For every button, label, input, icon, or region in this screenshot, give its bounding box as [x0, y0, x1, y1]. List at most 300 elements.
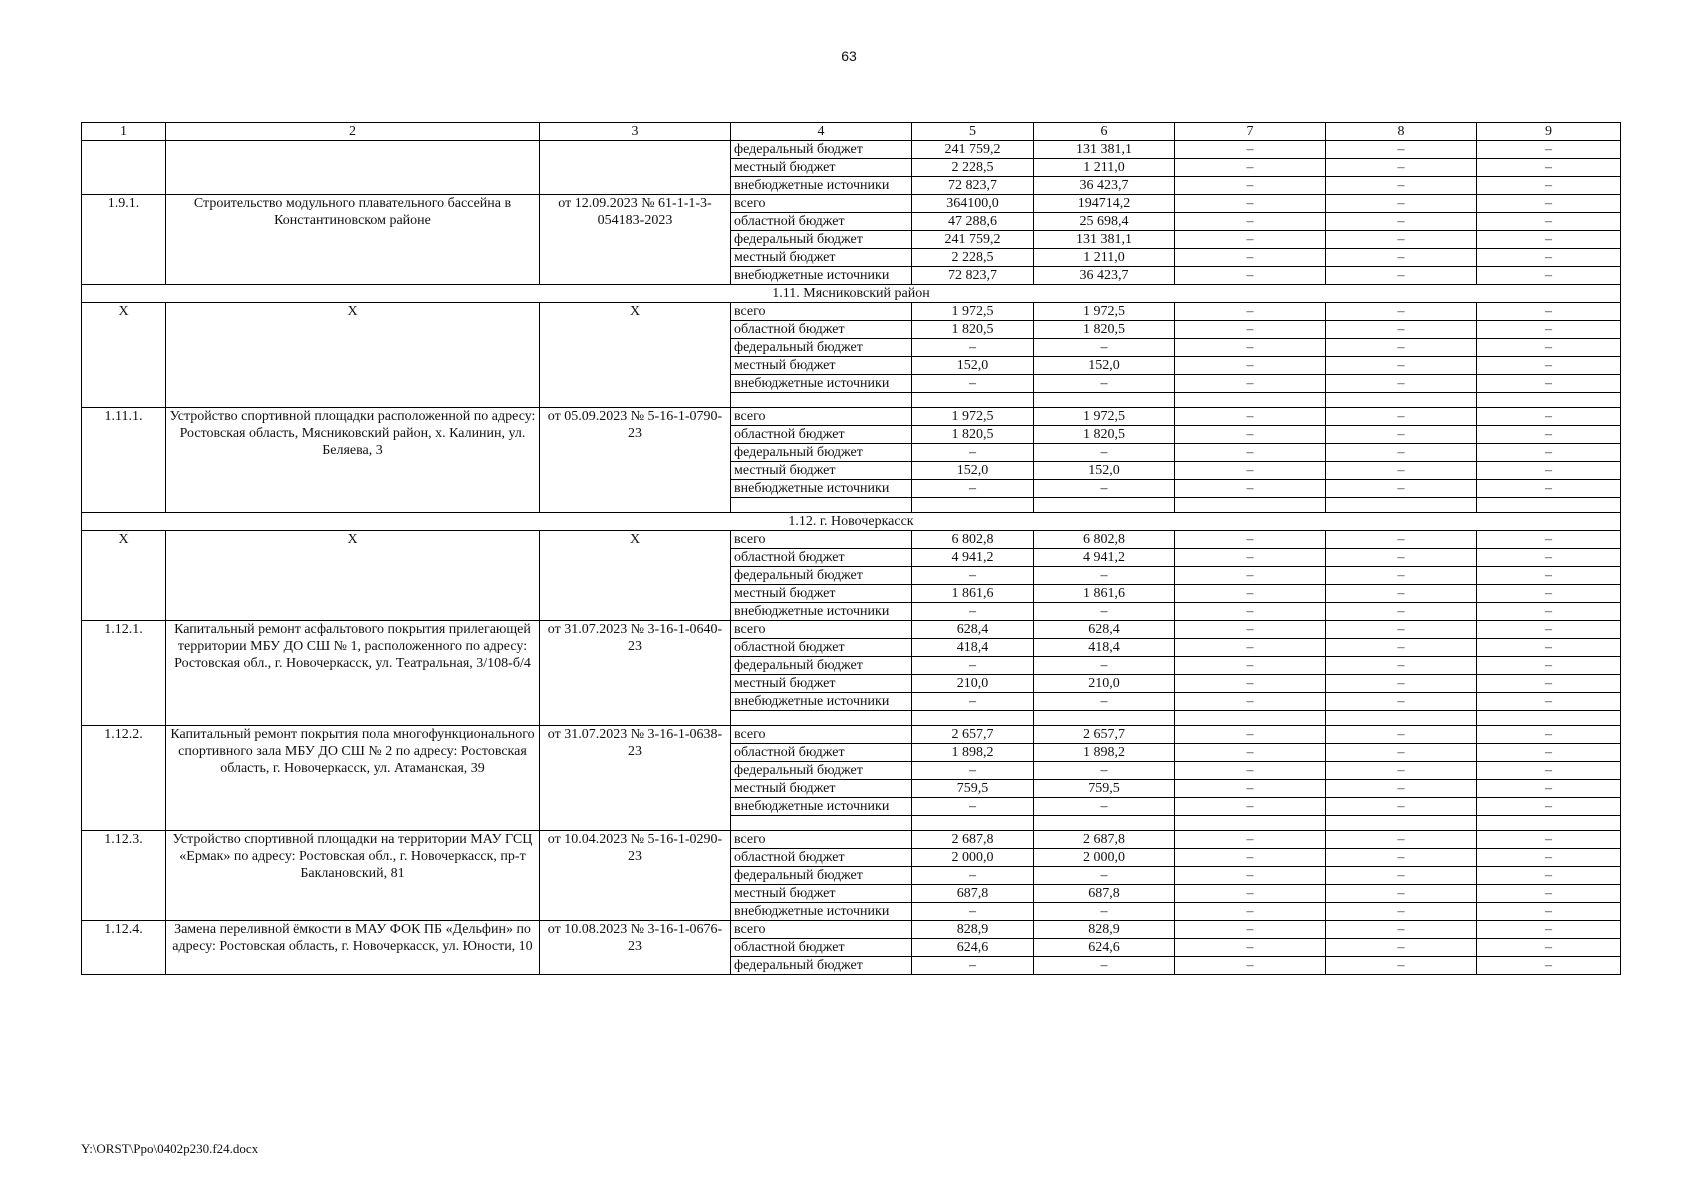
budget-type-cell: федеральный бюджет: [731, 957, 912, 975]
item-number-cell: 1.12.2.: [82, 726, 166, 831]
value-cell-col6: 152,0: [1034, 462, 1175, 480]
table-row: [82, 303, 1621, 321]
value-cell-col5: –: [912, 444, 1034, 462]
value-cell-col8: –: [1326, 480, 1477, 498]
value-cell-col6: –: [1034, 867, 1175, 885]
value-cell-col9: –: [1477, 657, 1621, 675]
budget-type-cell: местный бюджет: [731, 462, 912, 480]
value-cell-col6: 194714,2: [1034, 195, 1175, 213]
value-cell-col6: 2 000,0: [1034, 849, 1175, 867]
budget-type-cell: внебюджетные источники: [731, 693, 912, 711]
value-cell-col5: 2 657,7: [912, 726, 1034, 744]
blank-cell: [731, 498, 912, 513]
item-name-cell: X: [166, 531, 540, 621]
blank-cell: [731, 816, 912, 831]
item-number-cell: 1.12.1.: [82, 621, 166, 726]
value-cell-col9: –: [1477, 159, 1621, 177]
budget-type-cell: всего: [731, 621, 912, 639]
budget-type-cell: областной бюджет: [731, 213, 912, 231]
value-cell-col5: –: [912, 798, 1034, 816]
value-cell-col6: –: [1034, 375, 1175, 393]
value-cell-col5: 1 820,5: [912, 426, 1034, 444]
value-cell-col8: –: [1326, 303, 1477, 321]
item-number-cell: 1.12.3.: [82, 831, 166, 921]
value-cell-col5: 47 288,6: [912, 213, 1034, 231]
value-cell-col7: –: [1175, 762, 1326, 780]
value-cell-col5: –: [912, 339, 1034, 357]
value-cell-col6: 210,0: [1034, 675, 1175, 693]
value-cell-col9: –: [1477, 462, 1621, 480]
value-cell-col6: –: [1034, 903, 1175, 921]
value-cell-col8: –: [1326, 957, 1477, 975]
value-cell-col5: 241 759,2: [912, 231, 1034, 249]
blank-cell: [1175, 393, 1326, 408]
value-cell-col9: –: [1477, 621, 1621, 639]
blank-cell: [912, 711, 1034, 726]
item-document-cell: от 31.07.2023 № 3-16-1-0640-23: [540, 621, 731, 726]
budget-type-cell: местный бюджет: [731, 675, 912, 693]
value-cell-col8: –: [1326, 867, 1477, 885]
blank-cell: [912, 393, 1034, 408]
value-cell-col9: –: [1477, 141, 1621, 159]
value-cell-col9: –: [1477, 444, 1621, 462]
value-cell-col5: 2 228,5: [912, 249, 1034, 267]
value-cell-col6: 1 972,5: [1034, 303, 1175, 321]
value-cell-col8: –: [1326, 567, 1477, 585]
item-number-cell: 1.9.1.: [82, 195, 166, 285]
value-cell-col6: 152,0: [1034, 357, 1175, 375]
value-cell-col6: –: [1034, 957, 1175, 975]
value-cell-col9: –: [1477, 693, 1621, 711]
continuation-num-cell: [82, 141, 166, 195]
value-cell-col9: –: [1477, 531, 1621, 549]
value-cell-col8: –: [1326, 603, 1477, 621]
value-cell-col7: –: [1175, 375, 1326, 393]
value-cell-col6: 759,5: [1034, 780, 1175, 798]
budget-type-cell: всего: [731, 195, 912, 213]
value-cell-col5: –: [912, 693, 1034, 711]
blank-cell: [1034, 393, 1175, 408]
value-cell-col8: –: [1326, 195, 1477, 213]
value-cell-col9: –: [1477, 762, 1621, 780]
value-cell-col9: –: [1477, 903, 1621, 921]
value-cell-col7: –: [1175, 675, 1326, 693]
budget-type-cell: внебюджетные источники: [731, 375, 912, 393]
value-cell-col5: 241 759,2: [912, 141, 1034, 159]
value-cell-col5: –: [912, 375, 1034, 393]
budget-type-cell: внебюджетные источники: [731, 903, 912, 921]
value-cell-col8: –: [1326, 621, 1477, 639]
value-cell-col6: 25 698,4: [1034, 213, 1175, 231]
value-cell-col7: –: [1175, 213, 1326, 231]
footer-file-path: Y:\ORST\Ppo\0402p230.f24.docx: [81, 1141, 259, 1156]
value-cell-col6: –: [1034, 798, 1175, 816]
table-row: [82, 726, 1621, 744]
column-header: 6: [1034, 123, 1175, 141]
budget-type-cell: местный бюджет: [731, 780, 912, 798]
column-header: 7: [1175, 123, 1326, 141]
value-cell-col5: 210,0: [912, 675, 1034, 693]
value-cell-col8: –: [1326, 408, 1477, 426]
value-cell-col8: –: [1326, 531, 1477, 549]
section-title: 1.11. Мясниковский район: [82, 285, 1621, 303]
value-cell-col5: 1 972,5: [912, 303, 1034, 321]
column-header: 4: [731, 123, 912, 141]
budget-type-cell: местный бюджет: [731, 159, 912, 177]
value-cell-col8: –: [1326, 903, 1477, 921]
value-cell-col8: –: [1326, 657, 1477, 675]
value-cell-col6: 1 211,0: [1034, 249, 1175, 267]
value-cell-col8: –: [1326, 267, 1477, 285]
value-cell-col5: 72 823,7: [912, 177, 1034, 195]
value-cell-col8: –: [1326, 693, 1477, 711]
value-cell-col6: 1 820,5: [1034, 426, 1175, 444]
value-cell-col8: –: [1326, 426, 1477, 444]
value-cell-col9: –: [1477, 780, 1621, 798]
budget-type-cell: областной бюджет: [731, 939, 912, 957]
value-cell-col7: –: [1175, 159, 1326, 177]
value-cell-col8: –: [1326, 213, 1477, 231]
budget-type-cell: местный бюджет: [731, 357, 912, 375]
value-cell-col6: 4 941,2: [1034, 549, 1175, 567]
value-cell-col7: –: [1175, 567, 1326, 585]
value-cell-col8: –: [1326, 780, 1477, 798]
value-cell-col6: 828,9: [1034, 921, 1175, 939]
value-cell-col5: 418,4: [912, 639, 1034, 657]
value-cell-col5: 2 000,0: [912, 849, 1034, 867]
budget-type-cell: всего: [731, 921, 912, 939]
blank-cell: [1477, 816, 1621, 831]
value-cell-col7: –: [1175, 195, 1326, 213]
value-cell-col9: –: [1477, 939, 1621, 957]
continuation-name-cell: [166, 141, 540, 195]
value-cell-col9: –: [1477, 549, 1621, 567]
budget-type-cell: федеральный бюджет: [731, 657, 912, 675]
value-cell-col9: –: [1477, 480, 1621, 498]
value-cell-col8: –: [1326, 444, 1477, 462]
blank-cell: [912, 498, 1034, 513]
value-cell-col8: –: [1326, 939, 1477, 957]
value-cell-col7: –: [1175, 177, 1326, 195]
value-cell-col5: 152,0: [912, 357, 1034, 375]
blank-cell: [1477, 498, 1621, 513]
value-cell-col7: –: [1175, 339, 1326, 357]
value-cell-col9: –: [1477, 303, 1621, 321]
value-cell-col9: –: [1477, 408, 1621, 426]
value-cell-col6: 1 820,5: [1034, 321, 1175, 339]
budget-type-cell: внебюджетные источники: [731, 480, 912, 498]
value-cell-col9: –: [1477, 726, 1621, 744]
value-cell-col9: –: [1477, 885, 1621, 903]
value-cell-col5: 6 802,8: [912, 531, 1034, 549]
item-document-cell: от 10.04.2023 № 5-16-1-0290-23: [540, 831, 731, 921]
value-cell-col7: –: [1175, 267, 1326, 285]
value-cell-col9: –: [1477, 957, 1621, 975]
value-cell-col6: 2 657,7: [1034, 726, 1175, 744]
value-cell-col8: –: [1326, 798, 1477, 816]
budget-type-cell: федеральный бюджет: [731, 762, 912, 780]
value-cell-col8: –: [1326, 549, 1477, 567]
value-cell-col5: 624,6: [912, 939, 1034, 957]
blank-cell: [1477, 711, 1621, 726]
item-document-cell: от 31.07.2023 № 3-16-1-0638-23: [540, 726, 731, 831]
value-cell-col5: –: [912, 903, 1034, 921]
value-cell-col9: –: [1477, 849, 1621, 867]
value-cell-col9: –: [1477, 195, 1621, 213]
blank-cell: [1034, 498, 1175, 513]
table-row: [82, 831, 1621, 849]
value-cell-col9: –: [1477, 213, 1621, 231]
item-number-cell: X: [82, 531, 166, 621]
budget-type-cell: федеральный бюджет: [731, 867, 912, 885]
table-row: [82, 621, 1621, 639]
item-name-cell: Капитальный ремонт покрытия пола многофункционального спортивного зала МБУ ДО СШ № 2 по адресу: Ростовская область, г. Новочеркасск, ул. Атаманская, 39: [166, 726, 540, 831]
value-cell-col7: –: [1175, 831, 1326, 849]
budget-type-cell: областной бюджет: [731, 849, 912, 867]
value-cell-col7: –: [1175, 621, 1326, 639]
column-number-row: [82, 123, 1621, 141]
value-cell-col7: –: [1175, 639, 1326, 657]
value-cell-col6: –: [1034, 444, 1175, 462]
value-cell-col6: –: [1034, 693, 1175, 711]
item-name-cell: Капитальный ремонт асфальтового покрытия прилегающей территории МБУ ДО СШ № 1, расположенного по адресу: Ростовская обл., г. Новочеркасск, ул. Театральная, 3/108-б/4: [166, 621, 540, 726]
value-cell-col9: –: [1477, 798, 1621, 816]
value-cell-col8: –: [1326, 141, 1477, 159]
value-cell-col7: –: [1175, 903, 1326, 921]
value-cell-col5: 2 228,5: [912, 159, 1034, 177]
budget-type-cell: местный бюджет: [731, 249, 912, 267]
budget-type-cell: федеральный бюджет: [731, 141, 912, 159]
item-number-cell: 1.12.4.: [82, 921, 166, 975]
item-name-cell: Строительство модульного плавательного бассейна в Константиновском районе: [166, 195, 540, 285]
value-cell-col7: –: [1175, 249, 1326, 267]
item-document-cell: X: [540, 303, 731, 408]
value-cell-col6: 687,8: [1034, 885, 1175, 903]
budget-type-cell: внебюджетные источники: [731, 177, 912, 195]
value-cell-col7: –: [1175, 726, 1326, 744]
value-cell-col8: –: [1326, 231, 1477, 249]
value-cell-col6: –: [1034, 567, 1175, 585]
value-cell-col5: 72 823,7: [912, 267, 1034, 285]
value-cell-col9: –: [1477, 639, 1621, 657]
value-cell-col7: –: [1175, 603, 1326, 621]
value-cell-col9: –: [1477, 357, 1621, 375]
budget-type-cell: внебюджетные источники: [731, 267, 912, 285]
value-cell-col7: –: [1175, 408, 1326, 426]
value-cell-col7: –: [1175, 531, 1326, 549]
value-cell-col7: –: [1175, 585, 1326, 603]
value-cell-col9: –: [1477, 231, 1621, 249]
value-cell-col5: 1 820,5: [912, 321, 1034, 339]
value-cell-col5: 4 941,2: [912, 549, 1034, 567]
value-cell-col9: –: [1477, 426, 1621, 444]
item-number-cell: 1.11.1.: [82, 408, 166, 513]
table-row: [82, 531, 1621, 549]
column-header: 2: [166, 123, 540, 141]
value-cell-col7: –: [1175, 480, 1326, 498]
table-row: [82, 408, 1621, 426]
value-cell-col6: 1 898,2: [1034, 744, 1175, 762]
item-document-cell: от 05.09.2023 № 5-16-1-0790-23: [540, 408, 731, 513]
page-number: 63: [841, 48, 857, 64]
value-cell-col9: –: [1477, 921, 1621, 939]
value-cell-col5: 687,8: [912, 885, 1034, 903]
value-cell-col8: –: [1326, 726, 1477, 744]
table-row: [82, 141, 1621, 159]
value-cell-col6: –: [1034, 339, 1175, 357]
value-cell-col8: –: [1326, 321, 1477, 339]
value-cell-col5: 152,0: [912, 462, 1034, 480]
value-cell-col7: –: [1175, 657, 1326, 675]
value-cell-col5: –: [912, 480, 1034, 498]
table-body: [82, 141, 1621, 975]
section-row: [82, 285, 1621, 303]
value-cell-col6: 36 423,7: [1034, 177, 1175, 195]
blank-cell: [1326, 498, 1477, 513]
blank-cell: [1477, 393, 1621, 408]
value-cell-col9: –: [1477, 744, 1621, 762]
value-cell-col6: 1 972,5: [1034, 408, 1175, 426]
value-cell-col6: 36 423,7: [1034, 267, 1175, 285]
value-cell-col5: 628,4: [912, 621, 1034, 639]
value-cell-col7: –: [1175, 867, 1326, 885]
value-cell-col8: –: [1326, 639, 1477, 657]
value-cell-col5: 364100,0: [912, 195, 1034, 213]
value-cell-col7: –: [1175, 549, 1326, 567]
item-name-cell: Замена переливной ёмкости в МАУ ФОК ПБ «Дельфин» по адресу: Ростовская область, г. Новочеркасск, ул. Юности, 10: [166, 921, 540, 975]
value-cell-col6: 624,6: [1034, 939, 1175, 957]
budget-type-cell: местный бюджет: [731, 585, 912, 603]
value-cell-col6: 628,4: [1034, 621, 1175, 639]
value-cell-col6: 1 211,0: [1034, 159, 1175, 177]
value-cell-col6: 1 861,6: [1034, 585, 1175, 603]
blank-cell: [731, 393, 912, 408]
value-cell-col9: –: [1477, 585, 1621, 603]
value-cell-col9: –: [1477, 831, 1621, 849]
budget-type-cell: областной бюджет: [731, 744, 912, 762]
value-cell-col7: –: [1175, 885, 1326, 903]
budget-type-cell: федеральный бюджет: [731, 339, 912, 357]
value-cell-col7: –: [1175, 939, 1326, 957]
column-header: 9: [1477, 123, 1621, 141]
value-cell-col7: –: [1175, 849, 1326, 867]
value-cell-col8: –: [1326, 159, 1477, 177]
value-cell-col7: –: [1175, 462, 1326, 480]
value-cell-col7: –: [1175, 321, 1326, 339]
value-cell-col9: –: [1477, 249, 1621, 267]
value-cell-col5: –: [912, 957, 1034, 975]
value-cell-col6: –: [1034, 603, 1175, 621]
item-document-cell: X: [540, 531, 731, 621]
item-name-cell: Устройство спортивной площадки на территории МАУ ГСЦ «Ермак» по адресу: Ростовская обл., г. Новочеркасск, пр-т Баклановский, 81: [166, 831, 540, 921]
budget-type-cell: областной бюджет: [731, 639, 912, 657]
value-cell-col5: 828,9: [912, 921, 1034, 939]
value-cell-col5: 1 861,6: [912, 585, 1034, 603]
value-cell-col7: –: [1175, 693, 1326, 711]
value-cell-col5: 1 898,2: [912, 744, 1034, 762]
value-cell-col9: –: [1477, 177, 1621, 195]
budget-type-cell: внебюджетные источники: [731, 798, 912, 816]
value-cell-col7: –: [1175, 141, 1326, 159]
value-cell-col7: –: [1175, 357, 1326, 375]
value-cell-col8: –: [1326, 462, 1477, 480]
value-cell-col7: –: [1175, 798, 1326, 816]
value-cell-col6: –: [1034, 480, 1175, 498]
blank-cell: [1034, 816, 1175, 831]
budget-type-cell: всего: [731, 408, 912, 426]
value-cell-col8: –: [1326, 744, 1477, 762]
value-cell-col8: –: [1326, 249, 1477, 267]
budget-table: [81, 122, 1621, 975]
value-cell-col9: –: [1477, 867, 1621, 885]
value-cell-col7: –: [1175, 780, 1326, 798]
section-title: 1.12. г. Новочеркасск: [82, 513, 1621, 531]
value-cell-col7: –: [1175, 426, 1326, 444]
table-row: [82, 195, 1621, 213]
blank-cell: [1326, 816, 1477, 831]
value-cell-col9: –: [1477, 339, 1621, 357]
budget-type-cell: всего: [731, 831, 912, 849]
value-cell-col5: –: [912, 657, 1034, 675]
value-cell-col6: 2 687,8: [1034, 831, 1175, 849]
value-cell-col7: –: [1175, 231, 1326, 249]
value-cell-col5: –: [912, 567, 1034, 585]
section-row: [82, 513, 1621, 531]
budget-type-cell: областной бюджет: [731, 426, 912, 444]
budget-type-cell: федеральный бюджет: [731, 567, 912, 585]
value-cell-col6: 131 381,1: [1034, 231, 1175, 249]
budget-type-cell: федеральный бюджет: [731, 444, 912, 462]
value-cell-col5: 1 972,5: [912, 408, 1034, 426]
value-cell-col7: –: [1175, 921, 1326, 939]
budget-type-cell: федеральный бюджет: [731, 231, 912, 249]
budget-type-cell: местный бюджет: [731, 885, 912, 903]
blank-cell: [912, 816, 1034, 831]
value-cell-col6: 131 381,1: [1034, 141, 1175, 159]
value-cell-col9: –: [1477, 603, 1621, 621]
item-name-cell: Устройство спортивной площадки расположенной по адресу: Ростовская область, Мясниковский район, х. Калинин, ул. Беляева, 3: [166, 408, 540, 513]
value-cell-col8: –: [1326, 849, 1477, 867]
value-cell-col5: –: [912, 762, 1034, 780]
column-header: 5: [912, 123, 1034, 141]
value-cell-col8: –: [1326, 339, 1477, 357]
budget-type-cell: внебюджетные источники: [731, 603, 912, 621]
value-cell-col5: –: [912, 603, 1034, 621]
value-cell-col9: –: [1477, 267, 1621, 285]
value-cell-col8: –: [1326, 375, 1477, 393]
blank-cell: [1175, 498, 1326, 513]
continuation-doc-cell: [540, 141, 731, 195]
value-cell-col5: 759,5: [912, 780, 1034, 798]
value-cell-col6: –: [1034, 762, 1175, 780]
value-cell-col9: –: [1477, 675, 1621, 693]
value-cell-col6: 6 802,8: [1034, 531, 1175, 549]
item-name-cell: X: [166, 303, 540, 408]
value-cell-col7: –: [1175, 444, 1326, 462]
value-cell-col7: –: [1175, 957, 1326, 975]
budget-type-cell: всего: [731, 531, 912, 549]
budget-type-cell: областной бюджет: [731, 321, 912, 339]
column-header: 8: [1326, 123, 1477, 141]
value-cell-col8: –: [1326, 585, 1477, 603]
value-cell-col7: –: [1175, 303, 1326, 321]
value-cell-col6: 418,4: [1034, 639, 1175, 657]
value-cell-col9: –: [1477, 375, 1621, 393]
budget-type-cell: областной бюджет: [731, 549, 912, 567]
item-number-cell: X: [82, 303, 166, 408]
value-cell-col8: –: [1326, 762, 1477, 780]
value-cell-col9: –: [1477, 321, 1621, 339]
